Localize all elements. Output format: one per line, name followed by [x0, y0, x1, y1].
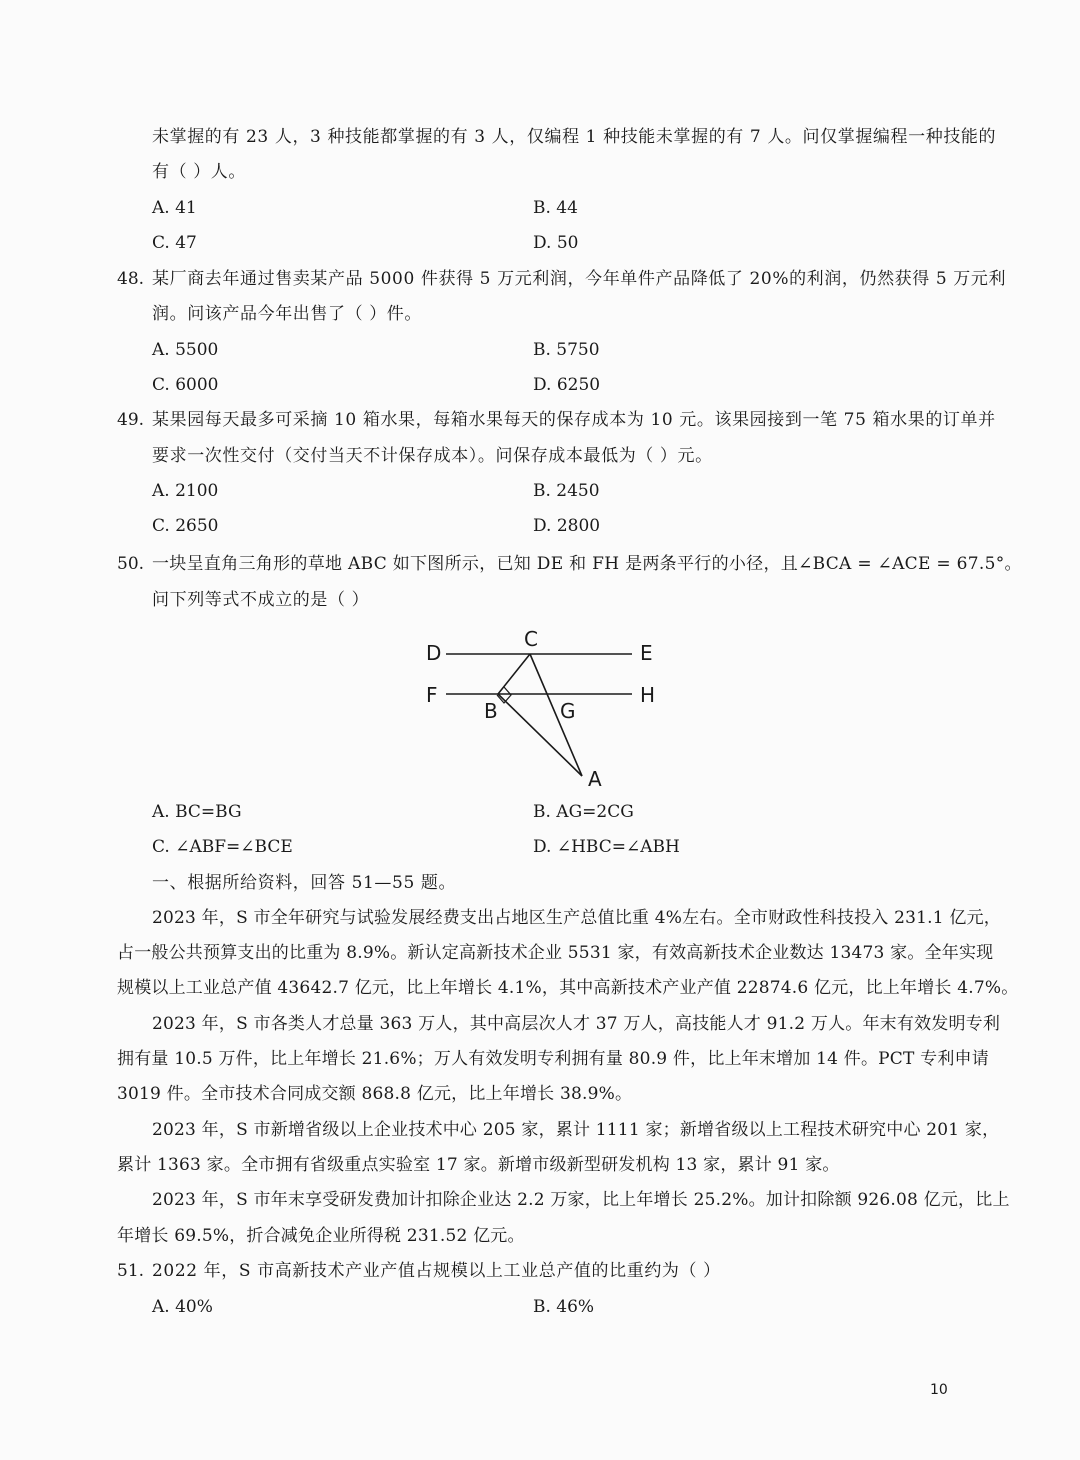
q50-option-a: A. BC=BG: [152, 802, 242, 822]
q50-line2: 问下列等式不成立的是（ ）: [152, 590, 370, 610]
q51-option-b: B. 46%: [533, 1297, 595, 1317]
p1-line3: 规模以上工业总产值 43642.7 亿元，比上年增长 4.1%，其中高新技术产业产值 22874.6 亿元，比上年增长 4.7%。: [117, 978, 1019, 998]
label-d: D: [426, 641, 442, 665]
geometry-figure: [410, 620, 670, 800]
p2-line3: 3019 件。全市技术合同成交额 868.8 亿元，比上年增长 38.9%。: [117, 1084, 633, 1104]
q51-option-a: A. 40%: [152, 1297, 213, 1317]
segment-cb: [498, 654, 530, 694]
label-e: E: [640, 641, 653, 665]
q49-line1: 某果园每天最多可采摘 10 箱水果，每箱水果每天的保存成本为 10 元。该果园接到一笔 75 箱水果的订单并: [152, 410, 996, 430]
q47-option-b: B. 44: [533, 198, 578, 218]
q50-option-c: C. ∠ABF=∠BCE: [152, 837, 293, 857]
p2-line2: 拥有量 10.5 万件，比上年增长 21.6%；万人有效发明专利拥有量 80.9 件，比上年末增加 14 件。PCT 专利申请: [117, 1049, 989, 1069]
q47-line1: 未掌握的有 23 人，3 种技能都掌握的有 3 人，仅编程 1 种技能未掌握的有 7 人。问仅掌握编程一种技能的: [152, 127, 997, 147]
q47-option-d: D. 50: [533, 233, 579, 253]
q51-line1: 2022 年，S 市高新技术产业产值占规模以上工业总产值的比重约为（ ）: [152, 1261, 721, 1281]
p3-line2: 累计 1363 家。全市拥有省级重点实验室 17 家。新增市级新型研发机构 13 家，累计 91 家。: [117, 1155, 840, 1175]
q47-option-a: A. 41: [152, 198, 197, 218]
label-f: F: [426, 683, 438, 707]
label-b: B: [484, 699, 498, 723]
q48-option-a: A. 5500: [152, 340, 219, 360]
p4-line2: 年增长 69.5%，折合减免企业所得税 231.52 亿元。: [117, 1226, 525, 1246]
label-c: C: [524, 627, 538, 651]
label-a: A: [588, 767, 602, 791]
q48-option-b: B. 5750: [533, 340, 600, 360]
p4-line1: 2023 年，S 市年末享受研发费加计扣除企业达 2.2 万家，比上年增长 25.2%。加计扣除额 926.08 亿元，比上: [152, 1190, 1010, 1210]
q50-option-d: D. ∠HBC=∠ABH: [533, 837, 680, 857]
q49-number: 49.: [117, 410, 145, 430]
p1-line1: 2023 年，S 市全年研究与试验发展经费支出占地区生产总值比重 4%左右。全市财政性科技投入 231.1 亿元，: [152, 908, 1001, 928]
section-heading: 一、根据所给资料，回答 51—55 题。: [152, 873, 457, 893]
q48-line2: 润。问该产品今年出售了（ ）件。: [152, 304, 423, 324]
q49-option-b: B. 2450: [533, 481, 600, 501]
p1-line2: 占一般公共预算支出的比重为 8.9%。新认定高新技术企业 5531 家，有效高新技术企业数达 13473 家。全年实现: [117, 943, 994, 963]
q47-line2: 有（ ）人。: [152, 162, 247, 182]
label-g: G: [560, 699, 576, 723]
q48-number: 48.: [117, 269, 145, 289]
q48-option-d: D. 6250: [533, 375, 601, 395]
label-h: H: [640, 683, 656, 707]
p2-line1: 2023 年，S 市各类人才总量 363 万人，其中高层次人才 37 万人，高技能人才 91.2 万人。年末有效发明专利: [152, 1014, 1001, 1034]
q50-option-b: B. AG=2CG: [533, 802, 634, 822]
q50-number: 50.: [117, 554, 145, 574]
q51-number: 51.: [117, 1261, 145, 1281]
q49-option-d: D. 2800: [533, 516, 601, 536]
q50-line1: 一块呈直角三角形的草地 ABC 如下图所示，已知 DE 和 FH 是两条平行的小径，且∠BCA = ∠ACE = 67.5°。: [152, 554, 1022, 574]
q49-option-a: A. 2100: [152, 481, 219, 501]
q49-option-c: C. 2650: [152, 516, 219, 536]
page-number: 10: [930, 1382, 948, 1398]
p3-line1: 2023 年，S 市新增省级以上企业技术中心 205 家，累计 1111 家；新增省级以上工程技术研究中心 201 家，: [152, 1120, 1000, 1140]
q48-option-c: C. 6000: [152, 375, 219, 395]
q48-line1: 某厂商去年通过售卖某产品 5000 件获得 5 万元利润，今年单件产品降低了 20%的利润，仍然获得 5 万元利: [152, 269, 1007, 289]
q49-line2: 要求一次性交付（交付当天不计保存成本）。问保存成本最低为（ ）元。: [152, 446, 713, 466]
q47-option-c: C. 47: [152, 233, 197, 253]
